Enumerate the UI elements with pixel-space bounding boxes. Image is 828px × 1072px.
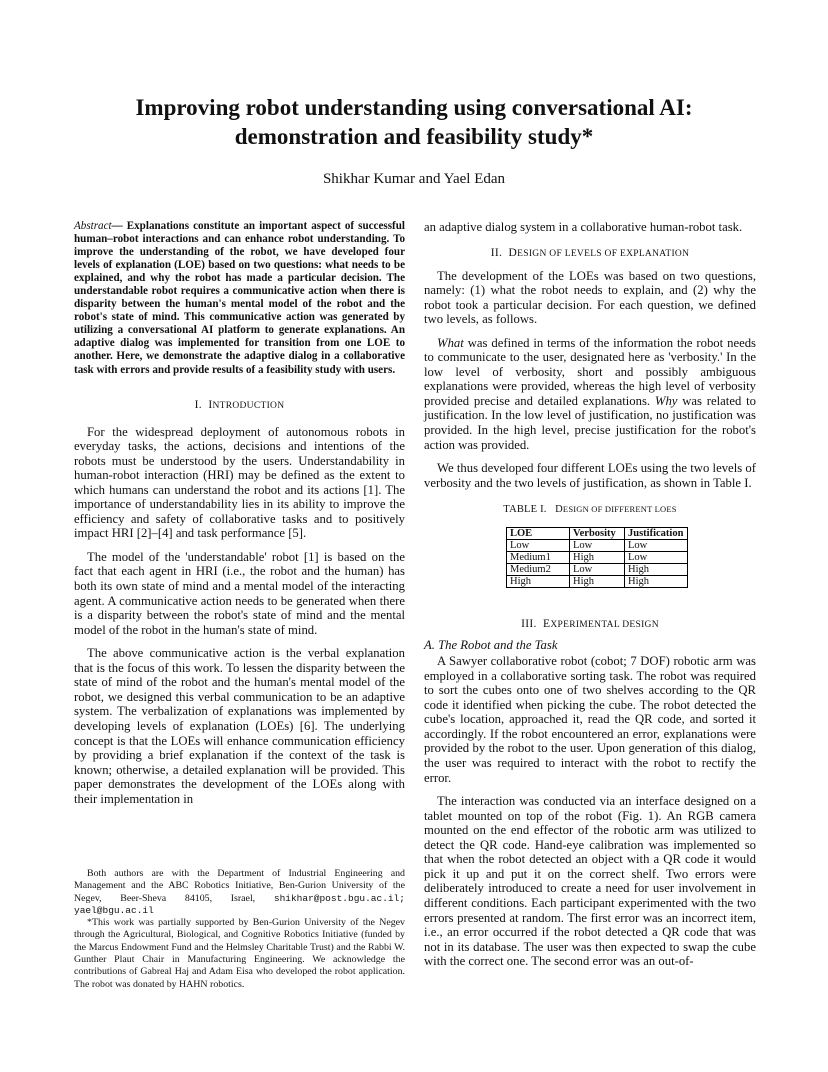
section-initial: I [208,398,213,411]
footnote-affiliation-text: Both authors are with the Department of Industrial Engineering and Management and the ABC Robotics Initiative, Ben-Gurion University of the Negev, Beer-Sheva 84105, Israel, [74,868,405,904]
table-row [507,552,688,564]
section-initial: E [543,618,551,631]
table-row [507,564,688,576]
section-rest: ESIGN OF LEVELS OF EXPLANATION [517,248,690,259]
table-caption [424,504,756,515]
table-cell: Low [507,540,570,552]
left-column [74,220,405,815]
table-cell: Medium2 [507,564,570,576]
table-cell: High [507,576,570,588]
table-cell: High [625,576,688,588]
table-cell: High [570,552,625,564]
paper-title [60,93,768,151]
intro-paragraph-1: For the widespread deployment of autonomous robots in everyday tasks, the actions, decisions and intentions of the robots must be understood by the users. Understandability in human-robot interaction (HRI) may be defined as the extent to which humans can understand the robot and its actions [1]. The importance of understandability lies in its ability to improve the efficiency and safety of collaborative tasks and to positively impact HRI [2]–[4] and task performance [5]. [74,424,405,541]
task-paragraph-2: The interaction was conducted via an interface designed on a tablet mounted on top of the robot (Fig. 1). An RGB camera mounted on the end effector of the robotic arm was utilized to detect the QR code. Hand-eye calibration was implemented so that when the robot detected an object with a QR code it would pick it up and put it on the correct shelf. Two errors were deliberately introduced to create a need for user involvement in different conditions. Each participant experimented with the two errors presented at random. The first error was an incorrect item, i.e., an error occurred if the robot detected a QR code that was not in its database. The user was then expected to swap the cube with the correct one. The second error was an out-of- [424,794,756,969]
title-line-1: Improving robot understanding using conversational AI: [135,95,693,120]
right-column [424,220,756,978]
subsection-heading: A. The Robot and the Task [424,638,558,653]
authors: Shikhar Kumar and Yael Edan [322,171,506,187]
design-paragraph-1: The development of the LOEs was based on two questions, namely: (1) what the robot needs to explain, and (2) why the robot took a particular decision. For each question, we defined two levels, as follows. [424,268,756,327]
table-caption-rest: ESIGN OF DIFFERENT LOES [562,504,677,515]
section-number: II. [490,246,503,259]
email-2: yael@bgu.ac.il [74,904,154,916]
footnotes [74,868,405,991]
table-cell: Low [570,564,625,576]
section-rest: XPERIMENTAL DESIGN [550,620,659,631]
title-line-2: demonstration and feasibility study* [234,124,594,149]
abstract-label: Abstract [74,220,112,232]
abstract [74,220,405,377]
design-paragraph-3: We thus developed four different LOEs using the two levels of verbosity and the two levels of justification, as shown in Table I. [424,461,756,490]
loe-table [506,527,688,588]
intro-continuation: an adaptive dialog system in a collaborative human-robot task. [424,220,743,234]
design-paragraph-2 [424,336,756,452]
intro-paragraph-2: The model of the 'understandable' robot [1] is based on the fact that each agent in HRI (i.e., the robot and the human) has both its own state of mind and a mental model of the interacting agent. A communicative action needs to be generated when there is a disparity between the robot's state of mind and the mental model of the robot in the human's state of mind. [74,549,405,637]
section-number: III. [521,618,537,631]
table-cell: High [625,564,688,576]
intro-paragraph-3: The above communicative action is the verbal explanation that is the focus of this work. To lessen the disparity between the state of mind of the robot and the human's mental model of the robot, we designed this verbal communication to be an adaptive system. The verbalization of explanations was implemented by developing levels of explanation (LOEs) [6]. The underlying concept is that the LOEs will enhance communication efficiency by providing a brief explanation if the context of the task is known; otherwise, a detailed explanation will be provided. This paper demonstrates the development of the LOEs along with their implementation in [74,646,405,806]
table-caption-initial: D [555,504,563,516]
footnote-affiliation [74,868,405,917]
table-header-row [507,528,688,540]
section-initial: D [508,246,518,259]
table-row [507,540,688,552]
table-row [507,576,688,588]
table-cell: High [570,576,625,588]
footnote-funding: *This work was partially supported by Ben-Gurion University of the Negev through the Agricultural, Biological, and Cognitive Robotics Initiative (funded by the Marcus Endowment Fund and the Helmsley Charitable Trust) and the Rabbi W. Gunther Plaut Chair in Manufacturing Engineering. We acknowledge the contributions of Gabreal Haj and Adam Eisa who developed the robot application. The robot was donated by HAHN robotics. [74,917,405,990]
table-header: Justification [625,528,688,540]
section-heading-introduction [74,399,405,411]
email-1: shikhar@post.bgu.ac.il; [273,892,405,904]
table-cell: Low [625,552,688,564]
table-cell: Low [570,540,625,552]
design-paragraph-2a: was defined in terms of the information the robot needs to communicate to the user, designated here as 'verbosity.' In the low level of verbosity, short and possibly ambiguous explanations were provided, whereas the high level of verbosity provided precise and detailed explanations. [424,335,756,408]
table-label: TABLE I. [503,504,547,516]
what-term: What [437,335,464,350]
table-cell: Low [625,540,688,552]
design-paragraph-2b: was related to justification. In the low level of justification, no justification was provided. In the high level, precise justification for the robot's action was provided. [424,393,756,452]
task-paragraph-1: A Sawyer collaborative robot (cobot; 7 DOF) robotic arm was employed in a collaborative sorting task. The robot was required to sort the cubes onto one of two shelves according to the QR code it identified when picking the cube. The robot detected the cube's location, approached it, read the QR code, and sorted it accordingly. If the robot encountered an error, explanations were provided by the robot to the user. Upon generation of this dialog, the user was required to interact with the robot to rectify the error. [424,654,756,785]
section-heading-experimental [424,618,756,630]
section-rest: NTRODUCTION [212,400,285,411]
section-number: I. [194,398,202,411]
table-header: Verbosity [570,528,625,540]
abstract-text: — Explanations constitute an important aspect of successful human–robot interactions and can enhance robot understanding. To improve the understanding of the robot, we have developed four levels of explanation (LOE) based on two questions: what needs to be explained, and why the robot has made a particular decision. The understandable robot requires a communicative action when there is disparity between the human's mental model of the robot and the robot's state of mind. This communicative action was generated by utilizing a conversational AI platform to generate explanations. An adaptive dialog was implemented for transition from one LOE to another. Here, we demonstrate the adaptive dialog in a collaborative task with errors and provide results of a feasibility study with users. [74,220,405,376]
why-term: Why [654,393,678,408]
table-header: LOE [507,528,570,540]
section-heading-design [424,247,756,259]
table-cell: Medium1 [507,552,570,564]
